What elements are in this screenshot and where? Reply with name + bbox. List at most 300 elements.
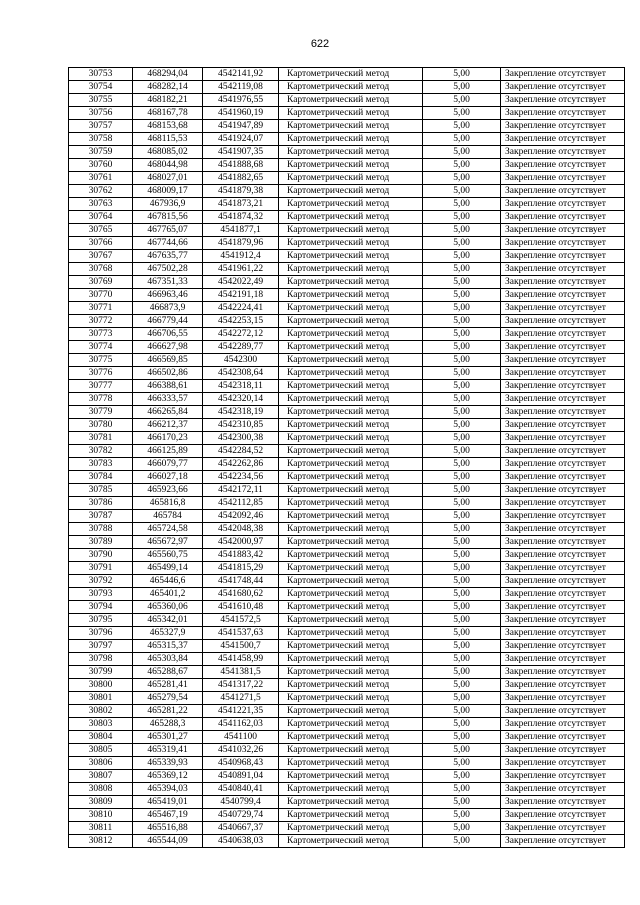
table-row	[69, 601, 625, 614]
table-row	[69, 393, 625, 406]
method-cell: Картометрический метод	[279, 536, 423, 549]
y-coordinate-cell: 4542000,97	[203, 536, 279, 549]
x-coordinate-cell: 465281,22	[133, 705, 203, 718]
accuracy-cell: 5,00	[423, 809, 501, 822]
accuracy-cell: 5,00	[423, 315, 501, 328]
point-number-cell: 30787	[69, 510, 133, 523]
x-coordinate-cell: 467351,33	[133, 276, 203, 289]
fixation-cell: Закрепление отсутствует	[501, 81, 625, 94]
x-coordinate-cell: 465560,75	[133, 549, 203, 562]
y-coordinate-cell: 4542320,14	[203, 393, 279, 406]
y-coordinate-cell: 4542092,46	[203, 510, 279, 523]
accuracy-cell: 5,00	[423, 133, 501, 146]
method-cell: Картометрический метод	[279, 289, 423, 302]
x-coordinate-cell: 465516,88	[133, 822, 203, 835]
fixation-cell: Закрепление отсутствует	[501, 718, 625, 731]
fixation-cell: Закрепление отсутствует	[501, 510, 625, 523]
table-row	[69, 666, 625, 679]
table-row	[69, 328, 625, 341]
point-number-cell: 30805	[69, 744, 133, 757]
accuracy-cell: 5,00	[423, 471, 501, 484]
accuracy-cell: 5,00	[423, 250, 501, 263]
method-cell: Картометрический метод	[279, 68, 423, 81]
y-coordinate-cell: 4542318,11	[203, 380, 279, 393]
point-number-cell: 30791	[69, 562, 133, 575]
accuracy-cell: 5,00	[423, 705, 501, 718]
method-cell: Картометрический метод	[279, 640, 423, 653]
y-coordinate-cell: 4542253,15	[203, 315, 279, 328]
method-cell: Картометрический метод	[279, 406, 423, 419]
y-coordinate-cell: 4540638,03	[203, 835, 279, 848]
accuracy-cell: 5,00	[423, 289, 501, 302]
point-number-cell: 30760	[69, 159, 133, 172]
point-number-cell: 30774	[69, 341, 133, 354]
accuracy-cell: 5,00	[423, 341, 501, 354]
y-coordinate-cell: 4542191,18	[203, 289, 279, 302]
accuracy-cell: 5,00	[423, 276, 501, 289]
method-cell: Картометрический метод	[279, 302, 423, 315]
x-coordinate-cell: 467502,28	[133, 263, 203, 276]
point-number-cell: 30780	[69, 419, 133, 432]
method-cell: Картометрический метод	[279, 705, 423, 718]
point-number-cell: 30810	[69, 809, 133, 822]
fixation-cell: Закрепление отсутствует	[501, 172, 625, 185]
table-row	[69, 250, 625, 263]
table-row	[69, 146, 625, 159]
table-row	[69, 445, 625, 458]
accuracy-cell: 5,00	[423, 172, 501, 185]
method-cell: Картометрический метод	[279, 393, 423, 406]
accuracy-cell: 5,00	[423, 406, 501, 419]
y-coordinate-cell: 4542224,41	[203, 302, 279, 315]
table-row	[69, 614, 625, 627]
method-cell: Картометрический метод	[279, 276, 423, 289]
method-cell: Картометрический метод	[279, 471, 423, 484]
x-coordinate-cell: 468153,68	[133, 120, 203, 133]
method-cell: Картометрический метод	[279, 120, 423, 133]
table-row	[69, 679, 625, 692]
y-coordinate-cell: 4541317,22	[203, 679, 279, 692]
x-coordinate-cell: 467936,9	[133, 198, 203, 211]
accuracy-cell: 5,00	[423, 835, 501, 848]
y-coordinate-cell: 4540667,37	[203, 822, 279, 835]
accuracy-cell: 5,00	[423, 822, 501, 835]
x-coordinate-cell: 465672,97	[133, 536, 203, 549]
point-number-cell: 30797	[69, 640, 133, 653]
accuracy-cell: 5,00	[423, 380, 501, 393]
y-coordinate-cell: 4542272,12	[203, 328, 279, 341]
accuracy-cell: 5,00	[423, 510, 501, 523]
fixation-cell: Закрепление отсутствует	[501, 445, 625, 458]
point-number-cell: 30785	[69, 484, 133, 497]
y-coordinate-cell: 4542289,77	[203, 341, 279, 354]
point-number-cell: 30758	[69, 133, 133, 146]
y-coordinate-cell: 4541888,68	[203, 159, 279, 172]
accuracy-cell: 5,00	[423, 68, 501, 81]
table-row	[69, 588, 625, 601]
point-number-cell: 30769	[69, 276, 133, 289]
accuracy-cell: 5,00	[423, 783, 501, 796]
x-coordinate-cell: 465724,58	[133, 523, 203, 536]
fixation-cell: Закрепление отсутствует	[501, 367, 625, 380]
method-cell: Картометрический метод	[279, 783, 423, 796]
accuracy-cell: 5,00	[423, 718, 501, 731]
point-number-cell: 30764	[69, 211, 133, 224]
point-number-cell: 30757	[69, 120, 133, 133]
method-cell: Картометрический метод	[279, 81, 423, 94]
accuracy-cell: 5,00	[423, 757, 501, 770]
x-coordinate-cell: 468027,01	[133, 172, 203, 185]
x-coordinate-cell: 466963,46	[133, 289, 203, 302]
fixation-cell: Закрепление отсутствует	[501, 432, 625, 445]
point-number-cell: 30775	[69, 354, 133, 367]
fixation-cell: Закрепление отсутствует	[501, 692, 625, 705]
table-row	[69, 107, 625, 120]
method-cell: Картометрический метод	[279, 250, 423, 263]
x-coordinate-cell: 465401,2	[133, 588, 203, 601]
x-coordinate-cell: 466706,55	[133, 328, 203, 341]
point-number-cell: 30761	[69, 172, 133, 185]
x-coordinate-cell: 465816,8	[133, 497, 203, 510]
x-coordinate-cell: 466170,23	[133, 432, 203, 445]
method-cell: Картометрический метод	[279, 315, 423, 328]
x-coordinate-cell: 465360,06	[133, 601, 203, 614]
x-coordinate-cell: 466212,37	[133, 419, 203, 432]
accuracy-cell: 5,00	[423, 536, 501, 549]
x-coordinate-cell: 466502,86	[133, 367, 203, 380]
accuracy-cell: 5,00	[423, 94, 501, 107]
y-coordinate-cell: 4541924,07	[203, 133, 279, 146]
point-number-cell: 30812	[69, 835, 133, 848]
fixation-cell: Закрепление отсутствует	[501, 822, 625, 835]
point-number-cell: 30777	[69, 380, 133, 393]
table-row	[69, 757, 625, 770]
method-cell: Картометрический метод	[279, 146, 423, 159]
x-coordinate-cell: 466388,61	[133, 380, 203, 393]
method-cell: Картометрический метод	[279, 575, 423, 588]
accuracy-cell: 5,00	[423, 367, 501, 380]
x-coordinate-cell: 465288,67	[133, 666, 203, 679]
y-coordinate-cell: 4542310,85	[203, 419, 279, 432]
point-number-cell: 30808	[69, 783, 133, 796]
fixation-cell: Закрепление отсутствует	[501, 666, 625, 679]
point-number-cell: 30800	[69, 679, 133, 692]
accuracy-cell: 5,00	[423, 328, 501, 341]
table-row	[69, 575, 625, 588]
point-number-cell: 30755	[69, 94, 133, 107]
y-coordinate-cell: 4541537,63	[203, 627, 279, 640]
y-coordinate-cell: 4540840,41	[203, 783, 279, 796]
coordinates-table-body	[69, 68, 625, 848]
x-coordinate-cell: 466125,89	[133, 445, 203, 458]
point-number-cell: 30795	[69, 614, 133, 627]
accuracy-cell: 5,00	[423, 679, 501, 692]
point-number-cell: 30794	[69, 601, 133, 614]
x-coordinate-cell: 465446,6	[133, 575, 203, 588]
table-row	[69, 653, 625, 666]
fixation-cell: Закрепление отсутствует	[501, 640, 625, 653]
x-coordinate-cell: 465319,41	[133, 744, 203, 757]
y-coordinate-cell: 4540968,43	[203, 757, 279, 770]
fixation-cell: Закрепление отсутствует	[501, 653, 625, 666]
method-cell: Картометрический метод	[279, 380, 423, 393]
table-row	[69, 731, 625, 744]
accuracy-cell: 5,00	[423, 562, 501, 575]
table-row	[69, 289, 625, 302]
y-coordinate-cell: 4541873,21	[203, 198, 279, 211]
accuracy-cell: 5,00	[423, 120, 501, 133]
table-row	[69, 68, 625, 81]
point-number-cell: 30786	[69, 497, 133, 510]
accuracy-cell: 5,00	[423, 185, 501, 198]
table-row	[69, 640, 625, 653]
x-coordinate-cell: 466873,9	[133, 302, 203, 315]
point-number-cell: 30788	[69, 523, 133, 536]
table-row	[69, 549, 625, 562]
point-number-cell: 30783	[69, 458, 133, 471]
fixation-cell: Закрепление отсутствует	[501, 198, 625, 211]
x-coordinate-cell: 467815,56	[133, 211, 203, 224]
y-coordinate-cell: 4541879,38	[203, 185, 279, 198]
table-row	[69, 523, 625, 536]
table-row	[69, 198, 625, 211]
table-row	[69, 510, 625, 523]
y-coordinate-cell: 4541162,03	[203, 718, 279, 731]
point-number-cell: 30799	[69, 666, 133, 679]
table-row	[69, 809, 625, 822]
method-cell: Картометрический метод	[279, 237, 423, 250]
accuracy-cell: 5,00	[423, 588, 501, 601]
x-coordinate-cell: 468294,04	[133, 68, 203, 81]
method-cell: Картометрический метод	[279, 354, 423, 367]
point-number-cell: 30803	[69, 718, 133, 731]
x-coordinate-cell: 468282,14	[133, 81, 203, 94]
fixation-cell: Закрепление отсутствует	[501, 250, 625, 263]
point-number-cell: 30784	[69, 471, 133, 484]
point-number-cell: 30789	[69, 536, 133, 549]
fixation-cell: Закрепление отсутствует	[501, 94, 625, 107]
x-coordinate-cell: 466333,57	[133, 393, 203, 406]
x-coordinate-cell: 465315,37	[133, 640, 203, 653]
x-coordinate-cell: 465419,01	[133, 796, 203, 809]
accuracy-cell: 5,00	[423, 263, 501, 276]
table-row	[69, 120, 625, 133]
fixation-cell: Закрепление отсутствует	[501, 536, 625, 549]
point-number-cell: 30753	[69, 68, 133, 81]
accuracy-cell: 5,00	[423, 393, 501, 406]
method-cell: Картометрический метод	[279, 809, 423, 822]
method-cell: Картометрический метод	[279, 523, 423, 536]
point-number-cell: 30811	[69, 822, 133, 835]
table-row	[69, 497, 625, 510]
method-cell: Картометрический метод	[279, 718, 423, 731]
y-coordinate-cell: 4542119,08	[203, 81, 279, 94]
table-row	[69, 770, 625, 783]
accuracy-cell: 5,00	[423, 211, 501, 224]
point-number-cell: 30779	[69, 406, 133, 419]
method-cell: Картометрический метод	[279, 94, 423, 107]
method-cell: Картометрический метод	[279, 627, 423, 640]
point-number-cell: 30793	[69, 588, 133, 601]
y-coordinate-cell: 4541815,29	[203, 562, 279, 575]
point-number-cell: 30763	[69, 198, 133, 211]
point-number-cell: 30796	[69, 627, 133, 640]
accuracy-cell: 5,00	[423, 575, 501, 588]
y-coordinate-cell: 4541572,5	[203, 614, 279, 627]
point-number-cell: 30776	[69, 367, 133, 380]
accuracy-cell: 5,00	[423, 107, 501, 120]
x-coordinate-cell: 465923,66	[133, 484, 203, 497]
fixation-cell: Закрепление отсутствует	[501, 224, 625, 237]
accuracy-cell: 5,00	[423, 81, 501, 94]
accuracy-cell: 5,00	[423, 354, 501, 367]
method-cell: Картометрический метод	[279, 445, 423, 458]
y-coordinate-cell: 4542022,49	[203, 276, 279, 289]
y-coordinate-cell: 4541874,32	[203, 211, 279, 224]
x-coordinate-cell: 468182,21	[133, 94, 203, 107]
y-coordinate-cell: 4542284,52	[203, 445, 279, 458]
x-coordinate-cell: 467744,66	[133, 237, 203, 250]
fixation-cell: Закрепление отсутствует	[501, 588, 625, 601]
table-row	[69, 211, 625, 224]
fixation-cell: Закрепление отсутствует	[501, 523, 625, 536]
fixation-cell: Закрепление отсутствует	[501, 133, 625, 146]
method-cell: Картометрический метод	[279, 692, 423, 705]
x-coordinate-cell: 466265,84	[133, 406, 203, 419]
x-coordinate-cell: 465301,27	[133, 731, 203, 744]
point-number-cell: 30781	[69, 432, 133, 445]
y-coordinate-cell: 4542318,19	[203, 406, 279, 419]
x-coordinate-cell: 465499,14	[133, 562, 203, 575]
fixation-cell: Закрепление отсутствует	[501, 562, 625, 575]
fixation-cell: Закрепление отсутствует	[501, 835, 625, 848]
table-row	[69, 406, 625, 419]
fixation-cell: Закрепление отсутствует	[501, 302, 625, 315]
fixation-cell: Закрепление отсутствует	[501, 211, 625, 224]
method-cell: Картометрический метод	[279, 588, 423, 601]
point-number-cell: 30754	[69, 81, 133, 94]
accuracy-cell: 5,00	[423, 744, 501, 757]
table-row	[69, 159, 625, 172]
x-coordinate-cell: 465303,84	[133, 653, 203, 666]
table-row	[69, 796, 625, 809]
fixation-cell: Закрепление отсутствует	[501, 419, 625, 432]
x-coordinate-cell: 466027,18	[133, 471, 203, 484]
method-cell: Картометрический метод	[279, 562, 423, 575]
table-row	[69, 133, 625, 146]
y-coordinate-cell: 4541961,22	[203, 263, 279, 276]
point-number-cell: 30765	[69, 224, 133, 237]
table-row	[69, 224, 625, 237]
fixation-cell: Закрепление отсутствует	[501, 107, 625, 120]
table-row	[69, 822, 625, 835]
fixation-cell: Закрепление отсутствует	[501, 354, 625, 367]
accuracy-cell: 5,00	[423, 770, 501, 783]
y-coordinate-cell: 4540799,4	[203, 796, 279, 809]
y-coordinate-cell: 4541947,89	[203, 120, 279, 133]
table-row	[69, 458, 625, 471]
accuracy-cell: 5,00	[423, 640, 501, 653]
x-coordinate-cell: 468009,17	[133, 185, 203, 198]
table-row	[69, 744, 625, 757]
x-coordinate-cell: 465784	[133, 510, 203, 523]
x-coordinate-cell: 468115,53	[133, 133, 203, 146]
method-cell: Картометрический метод	[279, 757, 423, 770]
x-coordinate-cell: 465369,12	[133, 770, 203, 783]
fixation-cell: Закрепление отсутствует	[501, 497, 625, 510]
x-coordinate-cell: 465544,09	[133, 835, 203, 848]
point-number-cell: 30762	[69, 185, 133, 198]
table-row	[69, 237, 625, 250]
y-coordinate-cell: 4542112,85	[203, 497, 279, 510]
point-number-cell: 30768	[69, 263, 133, 276]
table-row	[69, 432, 625, 445]
method-cell: Картометрический метод	[279, 549, 423, 562]
fixation-cell: Закрепление отсутствует	[501, 705, 625, 718]
y-coordinate-cell: 4542308,64	[203, 367, 279, 380]
accuracy-cell: 5,00	[423, 458, 501, 471]
fixation-cell: Закрепление отсутствует	[501, 393, 625, 406]
method-cell: Картометрический метод	[279, 679, 423, 692]
method-cell: Картометрический метод	[279, 653, 423, 666]
x-coordinate-cell: 468085,02	[133, 146, 203, 159]
table-row	[69, 367, 625, 380]
y-coordinate-cell: 4542141,92	[203, 68, 279, 81]
point-number-cell: 30809	[69, 796, 133, 809]
x-coordinate-cell: 468044,98	[133, 159, 203, 172]
method-cell: Картометрический метод	[279, 484, 423, 497]
fixation-cell: Закрепление отсутствует	[501, 237, 625, 250]
fixation-cell: Закрепление отсутствует	[501, 757, 625, 770]
y-coordinate-cell: 4541680,62	[203, 588, 279, 601]
method-cell: Картометрический метод	[279, 185, 423, 198]
table-row	[69, 81, 625, 94]
table-row	[69, 419, 625, 432]
x-coordinate-cell: 465281,41	[133, 679, 203, 692]
y-coordinate-cell: 4541882,65	[203, 172, 279, 185]
fixation-cell: Закрепление отсутствует	[501, 484, 625, 497]
accuracy-cell: 5,00	[423, 198, 501, 211]
accuracy-cell: 5,00	[423, 224, 501, 237]
accuracy-cell: 5,00	[423, 497, 501, 510]
x-coordinate-cell: 465279,54	[133, 692, 203, 705]
accuracy-cell: 5,00	[423, 666, 501, 679]
y-coordinate-cell: 4542048,38	[203, 523, 279, 536]
accuracy-cell: 5,00	[423, 549, 501, 562]
point-number-cell: 30756	[69, 107, 133, 120]
accuracy-cell: 5,00	[423, 484, 501, 497]
point-number-cell: 30806	[69, 757, 133, 770]
accuracy-cell: 5,00	[423, 627, 501, 640]
x-coordinate-cell: 468167,78	[133, 107, 203, 120]
table-row	[69, 718, 625, 731]
method-cell: Картометрический метод	[279, 198, 423, 211]
y-coordinate-cell: 4541877,1	[203, 224, 279, 237]
x-coordinate-cell: 466779,44	[133, 315, 203, 328]
method-cell: Картометрический метод	[279, 497, 423, 510]
fixation-cell: Закрепление отсутствует	[501, 341, 625, 354]
y-coordinate-cell: 4541907,35	[203, 146, 279, 159]
fixation-cell: Закрепление отсутствует	[501, 120, 625, 133]
table-row	[69, 783, 625, 796]
point-number-cell: 30767	[69, 250, 133, 263]
x-coordinate-cell: 465467,19	[133, 809, 203, 822]
table-row	[69, 835, 625, 848]
table-row	[69, 94, 625, 107]
method-cell: Картометрический метод	[279, 744, 423, 757]
x-coordinate-cell: 467765,07	[133, 224, 203, 237]
point-number-cell: 30778	[69, 393, 133, 406]
